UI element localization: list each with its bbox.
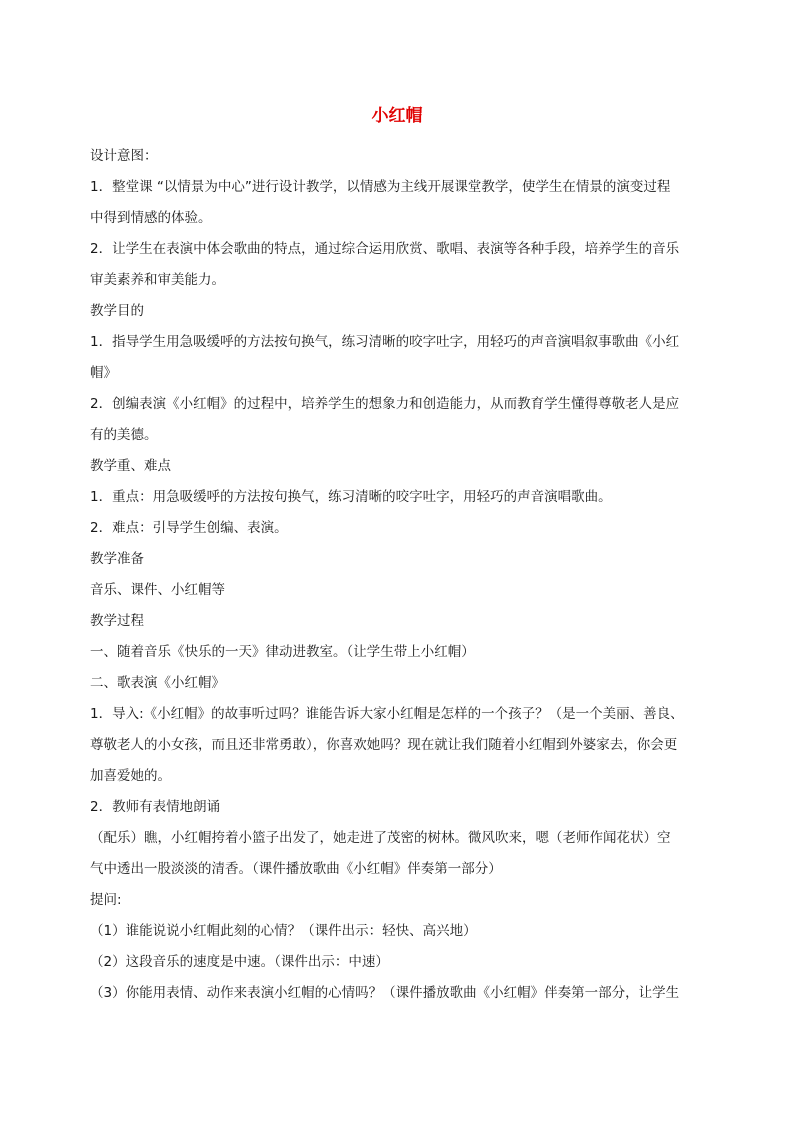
text-line: 帽》: [90, 365, 117, 381]
text-line: 气中透出一股淡淡的清香。（课件播放歌曲《小红帽》伴奏第一部分）: [90, 861, 502, 877]
text-line: （3）你能用表情、动作来表演小红帽的心情吗？（课件播放歌曲《小红帽》伴奏第一部分，让学生: [90, 985, 680, 1001]
text-line: 2．创编表演《小红帽》的过程中，培养学生的想象力和创造能力，从而教育学生懂得尊敬老人是应: [90, 396, 680, 412]
document-body: [90, 144, 710, 1012]
text-line: （1）谁能说说小红帽此刻的心情？（课件出示：轻快、高兴地）: [90, 923, 477, 939]
text-line: 1．整堂课 “以情景为中心”进行设计教学，以情感为主线开展课堂教学，使学生在情景的演变过程: [90, 179, 671, 195]
text-line: 设计意图：: [90, 148, 158, 164]
text-line: （配乐）瞧，小红帽挎着小篮子出发了，她走进了茂密的树林。微风吹来，嗯（老师作闻花状）空: [90, 830, 671, 846]
text-line: 教学重、难点: [90, 458, 171, 474]
text-line: 二、歌表演《小红帽》: [90, 675, 225, 691]
text-line: 加喜爱她的。: [90, 768, 171, 784]
text-line: 有的美德。: [90, 427, 158, 443]
text-line: 教学过程: [90, 613, 144, 629]
text-line: 1．重点：用急吸缓呼的方法按句换气，练习清晰的咬字吐字，用轻巧的声音演唱歌曲。: [90, 489, 612, 505]
text-line: 教学目的: [90, 303, 144, 319]
text-line: （2）这段音乐的速度是中速。（课件出示：中速）: [90, 954, 389, 970]
text-line: 2．教师有表情地朗诵: [90, 799, 221, 815]
text-line: 中得到情感的体验。: [90, 210, 212, 226]
text-line: 一、随着音乐《快乐的一天》律动进教室。（让学生带上小红帽）: [90, 644, 475, 660]
text-line: 尊敬老人的小女孩，而且还非常勇敢），你喜欢她吗？现在就让我们随着小红帽到外婆家去，你会更: [90, 737, 678, 753]
text-line: 审美素养和审美能力。: [90, 272, 225, 288]
text-line: 音乐、课件、小红帽等: [90, 582, 225, 598]
text-line: 教学准备: [90, 551, 144, 567]
text-line: 1．指导学生用急吸缓呼的方法按句换气，练习清晰的咬字吐字，用轻巧的声音演唱叙事歌曲《小红: [90, 334, 680, 350]
text-line: 1．导入:《小红帽》的故事听过吗？谁能告诉大家小红帽是怎样的一个孩子？（是一个美丽、善良、: [90, 706, 684, 722]
text-line: 2．难点：引导学生创编、表演。: [90, 520, 288, 536]
text-line: 2．让学生在表演中体会歌曲的特点，通过综合运用欣赏、歌唱、表演等各种手段，培养学生的音乐: [90, 241, 680, 257]
document-title: 小红帽: [371, 106, 423, 126]
text-line: 提问:: [90, 892, 122, 908]
